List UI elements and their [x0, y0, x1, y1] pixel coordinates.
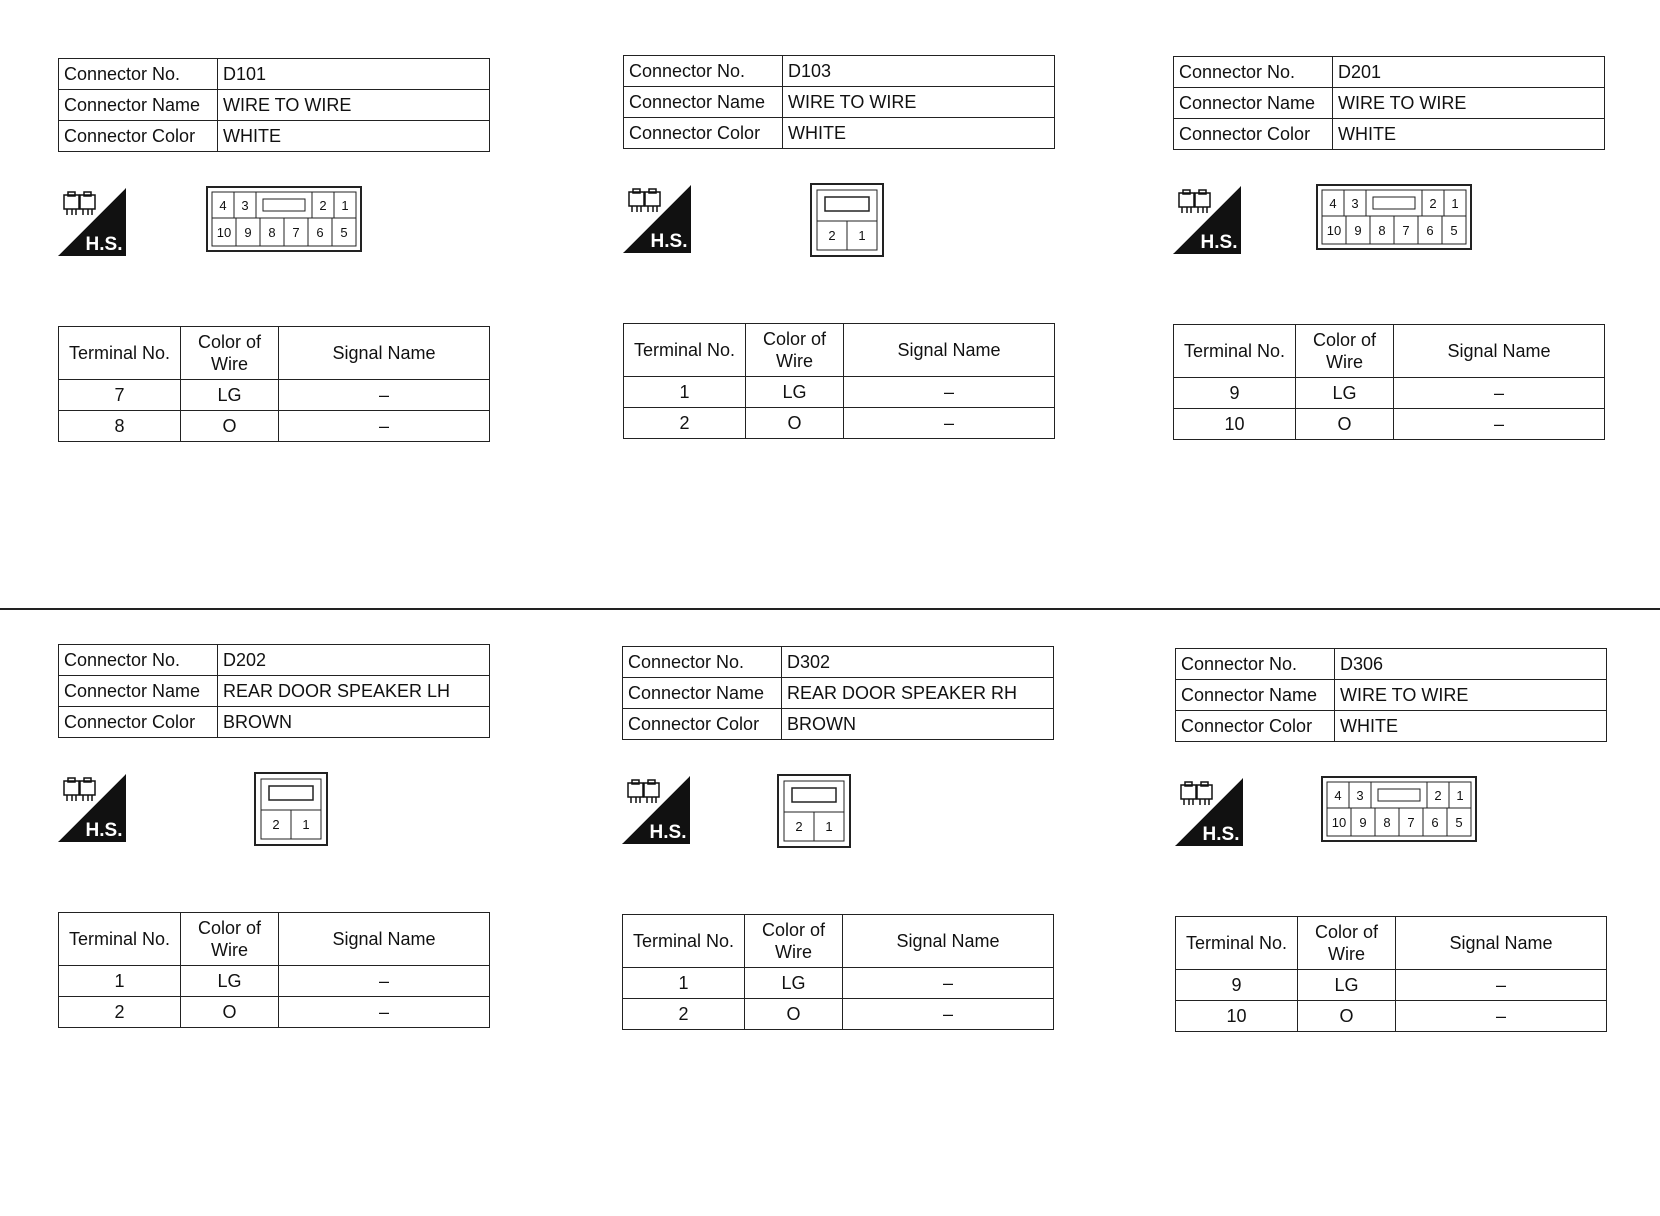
terminal-no-cell: 10 — [1174, 409, 1296, 440]
harness-side-icon — [622, 776, 690, 844]
terminal-no-cell: 10 — [1176, 1001, 1298, 1032]
svg-text:9: 9 — [244, 225, 252, 240]
wire-color-cell: LG — [745, 968, 843, 999]
svg-text:3: 3 — [241, 198, 249, 213]
wire-color-header: Color of Wire — [181, 327, 279, 380]
connector-name-label: Connector Name — [1174, 88, 1333, 119]
terminal-table-header — [1176, 917, 1607, 970]
terminal-row — [1176, 970, 1607, 1001]
signal-name-cell: – — [1394, 409, 1605, 440]
connector-color-value: WHITE — [1333, 119, 1605, 150]
terminal-row — [1174, 378, 1605, 409]
connector-color-label: Connector Color — [1174, 119, 1333, 150]
terminal-row — [59, 966, 490, 997]
svg-text:10: 10 — [1326, 223, 1342, 238]
terminal-row — [624, 408, 1055, 439]
svg-text:H.S.: H.S. — [85, 820, 123, 841]
terminal-no-header: Terminal No. — [624, 324, 746, 377]
connector-2pin-diagram — [777, 774, 851, 848]
terminal-row — [623, 968, 1054, 999]
svg-text:H.S.: H.S. — [1200, 232, 1238, 253]
info-row-color — [1176, 711, 1607, 742]
svg-text:7: 7 — [1407, 815, 1415, 830]
connector-color-value: BROWN — [782, 709, 1054, 740]
info-row-color — [623, 709, 1054, 740]
connector-panel-d306 — [1175, 648, 1607, 1038]
wire-color-header: Color of Wire — [745, 915, 843, 968]
wire-color-cell: O — [181, 997, 279, 1028]
svg-text:2: 2 — [272, 817, 280, 832]
wire-color-cell: LG — [1298, 970, 1396, 1001]
info-row-color — [1174, 119, 1605, 150]
signal-name-header: Signal Name — [1394, 325, 1605, 378]
svg-text:5: 5 — [340, 225, 348, 240]
info-row-number — [1174, 57, 1605, 88]
svg-text:2: 2 — [828, 228, 836, 243]
terminal-no-header: Terminal No. — [1174, 325, 1296, 378]
svg-text:H.S.: H.S. — [650, 231, 688, 252]
info-row-name — [59, 90, 490, 121]
wire-color-cell: O — [1296, 409, 1394, 440]
connector-color-label: Connector Color — [59, 121, 218, 152]
terminal-row — [624, 377, 1055, 408]
svg-text:7: 7 — [292, 225, 300, 240]
signal-name-cell: – — [1396, 1001, 1607, 1032]
connector-panel-d201 — [1173, 56, 1605, 446]
svg-text:1: 1 — [825, 819, 833, 834]
info-row-number — [59, 59, 490, 90]
terminal-table — [1175, 916, 1607, 1032]
terminal-no-cell: 1 — [623, 968, 745, 999]
signal-name-header: Signal Name — [844, 324, 1055, 377]
wire-color-cell: LG — [1296, 378, 1394, 409]
signal-name-cell: – — [279, 411, 490, 442]
harness-side-icon — [623, 185, 691, 253]
terminal-no-header: Terminal No. — [1176, 917, 1298, 970]
svg-text:4: 4 — [1329, 196, 1337, 211]
harness-side-icon — [1175, 778, 1243, 846]
connector-no-label: Connector No. — [624, 56, 783, 87]
connector-name-label: Connector Name — [59, 676, 218, 707]
terminal-table-header — [59, 327, 490, 380]
connector-name-value: REAR DOOR SPEAKER LH — [218, 676, 490, 707]
connector-info-table — [1175, 648, 1607, 742]
connector-info-table — [623, 55, 1055, 149]
svg-text:6: 6 — [316, 225, 324, 240]
wire-color-header: Color of Wire — [746, 324, 844, 377]
svg-text:9: 9 — [1359, 815, 1367, 830]
svg-text:H.S.: H.S. — [85, 234, 123, 255]
wire-color-cell: LG — [746, 377, 844, 408]
svg-text:8: 8 — [1378, 223, 1386, 238]
connector-name-value: REAR DOOR SPEAKER RH — [782, 678, 1054, 709]
connector-color-value: WHITE — [783, 118, 1055, 149]
wire-color-header: Color of Wire — [1296, 325, 1394, 378]
terminal-row — [59, 997, 490, 1028]
wire-color-header: Color of Wire — [1298, 917, 1396, 970]
connector-name-label: Connector Name — [1176, 680, 1335, 711]
signal-name-cell: – — [279, 380, 490, 411]
svg-text:2: 2 — [319, 198, 327, 213]
signal-name-cell: – — [844, 408, 1055, 439]
signal-name-cell: – — [279, 997, 490, 1028]
svg-text:6: 6 — [1431, 815, 1439, 830]
terminal-no-header: Terminal No. — [623, 915, 745, 968]
wire-color-cell: O — [181, 411, 279, 442]
svg-text:4: 4 — [1334, 788, 1342, 803]
connector-name-value: WIRE TO WIRE — [1333, 88, 1605, 119]
signal-name-cell: – — [1396, 970, 1607, 1001]
terminal-table-header — [1174, 325, 1605, 378]
signal-name-cell: – — [279, 966, 490, 997]
connector-info-table — [58, 644, 490, 738]
connector-name-value: WIRE TO WIRE — [218, 90, 490, 121]
connector-name-value: WIRE TO WIRE — [783, 87, 1055, 118]
svg-text:5: 5 — [1455, 815, 1463, 830]
svg-text:9: 9 — [1354, 223, 1362, 238]
svg-text:1: 1 — [1456, 788, 1464, 803]
terminal-table — [623, 323, 1055, 439]
wire-color-cell: LG — [181, 380, 279, 411]
terminal-row — [1176, 1001, 1607, 1032]
terminal-table — [58, 326, 490, 442]
info-row-number — [624, 56, 1055, 87]
connector-color-label: Connector Color — [1176, 711, 1335, 742]
connector-name-label: Connector Name — [624, 87, 783, 118]
svg-text:2: 2 — [1429, 196, 1437, 211]
harness-side-icon — [58, 188, 126, 256]
connector-panel-d103 — [623, 55, 1055, 445]
connector-info-table — [58, 58, 490, 152]
terminal-table — [1173, 324, 1605, 440]
connector-color-label: Connector Color — [59, 707, 218, 738]
connector-no-label: Connector No. — [1174, 57, 1333, 88]
connector-no-label: Connector No. — [623, 647, 782, 678]
svg-text:8: 8 — [268, 225, 276, 240]
svg-text:1: 1 — [302, 817, 310, 832]
wire-color-cell: O — [745, 999, 843, 1030]
svg-text:10: 10 — [216, 225, 232, 240]
svg-text:H.S.: H.S. — [649, 822, 687, 843]
terminal-row — [59, 380, 490, 411]
svg-text:1: 1 — [858, 228, 866, 243]
terminal-no-header: Terminal No. — [59, 327, 181, 380]
info-row-color — [59, 121, 490, 152]
terminal-row — [59, 411, 490, 442]
info-row-number — [1176, 649, 1607, 680]
signal-name-cell: – — [1394, 378, 1605, 409]
svg-text:5: 5 — [1450, 223, 1458, 238]
wire-color-cell: O — [746, 408, 844, 439]
terminal-no-cell: 8 — [59, 411, 181, 442]
info-row-color — [59, 707, 490, 738]
signal-name-header: Signal Name — [279, 913, 490, 966]
connector-panel-d302 — [622, 646, 1054, 1036]
connector-panel-d202 — [58, 644, 490, 1034]
signal-name-cell: – — [843, 999, 1054, 1030]
connector-name-value: WIRE TO WIRE — [1335, 680, 1607, 711]
harness-side-icon — [1173, 186, 1241, 254]
connector-no-value: D306 — [1335, 649, 1607, 680]
terminal-no-cell: 2 — [59, 997, 181, 1028]
harness-side-icon — [58, 774, 126, 842]
connector-no-label: Connector No. — [1176, 649, 1335, 680]
terminal-no-header: Terminal No. — [59, 913, 181, 966]
info-row-name — [59, 676, 490, 707]
info-row-name — [623, 678, 1054, 709]
wire-color-header: Color of Wire — [181, 913, 279, 966]
connector-2pin-diagram — [810, 183, 884, 257]
info-row-name — [1174, 88, 1605, 119]
terminal-table-header — [59, 913, 490, 966]
terminal-no-cell: 7 — [59, 380, 181, 411]
connector-color-value: BROWN — [218, 707, 490, 738]
connector-info-table — [1173, 56, 1605, 150]
connector-info-table — [622, 646, 1054, 740]
connector-no-value: D202 — [218, 645, 490, 676]
svg-text:1: 1 — [341, 198, 349, 213]
terminal-row — [623, 999, 1054, 1030]
connector-no-label: Connector No. — [59, 59, 218, 90]
terminal-row — [1174, 409, 1605, 440]
connector-10pin-diagram — [206, 186, 362, 252]
connector-no-value: D302 — [782, 647, 1054, 678]
terminal-table — [58, 912, 490, 1028]
info-row-color — [624, 118, 1055, 149]
terminal-no-cell: 2 — [624, 408, 746, 439]
connector-color-label: Connector Color — [624, 118, 783, 149]
connector-10pin-diagram — [1321, 776, 1477, 842]
connector-no-value: D201 — [1333, 57, 1605, 88]
info-row-name — [1176, 680, 1607, 711]
info-row-name — [624, 87, 1055, 118]
svg-text:10: 10 — [1331, 815, 1347, 830]
connector-color-value: WHITE — [218, 121, 490, 152]
signal-name-cell: – — [844, 377, 1055, 408]
terminal-table — [622, 914, 1054, 1030]
connector-no-label: Connector No. — [59, 645, 218, 676]
svg-text:4: 4 — [219, 198, 227, 213]
svg-text:3: 3 — [1351, 196, 1359, 211]
signal-name-header: Signal Name — [279, 327, 490, 380]
signal-name-cell: – — [843, 968, 1054, 999]
terminal-no-cell: 9 — [1176, 970, 1298, 1001]
info-row-number — [59, 645, 490, 676]
connector-name-label: Connector Name — [59, 90, 218, 121]
svg-text:2: 2 — [1434, 788, 1442, 803]
connector-name-label: Connector Name — [623, 678, 782, 709]
terminal-no-cell: 1 — [624, 377, 746, 408]
connector-10pin-diagram — [1316, 184, 1472, 250]
signal-name-header: Signal Name — [843, 915, 1054, 968]
connector-no-value: D103 — [783, 56, 1055, 87]
svg-text:6: 6 — [1426, 223, 1434, 238]
terminal-no-cell: 1 — [59, 966, 181, 997]
section-divider — [0, 608, 1660, 610]
svg-text:3: 3 — [1356, 788, 1364, 803]
svg-text:7: 7 — [1402, 223, 1410, 238]
info-row-number — [623, 647, 1054, 678]
terminal-no-cell: 9 — [1174, 378, 1296, 409]
svg-text:2: 2 — [795, 819, 803, 834]
connector-panel-d101 — [58, 58, 490, 448]
svg-text:8: 8 — [1383, 815, 1391, 830]
wire-color-cell: LG — [181, 966, 279, 997]
wire-color-cell: O — [1298, 1001, 1396, 1032]
svg-text:H.S.: H.S. — [1202, 824, 1240, 845]
connector-no-value: D101 — [218, 59, 490, 90]
signal-name-header: Signal Name — [1396, 917, 1607, 970]
connector-color-label: Connector Color — [623, 709, 782, 740]
terminal-table-header — [623, 915, 1054, 968]
connector-color-value: WHITE — [1335, 711, 1607, 742]
terminal-no-cell: 2 — [623, 999, 745, 1030]
svg-text:1: 1 — [1451, 196, 1459, 211]
terminal-table-header — [624, 324, 1055, 377]
connector-2pin-diagram — [254, 772, 328, 846]
